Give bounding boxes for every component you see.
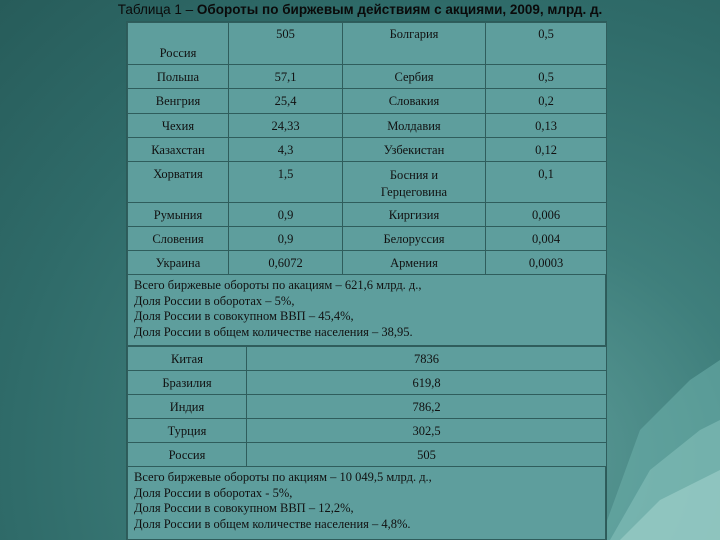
country-cell: Молдавия (343, 114, 486, 138)
summary-note-1 (127, 274, 606, 346)
title-text: Обороты по биржевым действиям с акциями, 2009, млрд. д. (196, 2, 603, 17)
table-row (128, 371, 607, 395)
comparison-table (127, 346, 607, 467)
table-row (128, 347, 607, 371)
table-row (128, 419, 607, 443)
country-cell: Польша (128, 65, 229, 89)
value-cell: 786,2 (247, 395, 607, 419)
country-cell: Словакия (343, 89, 486, 114)
value-cell: 57,1 (229, 65, 343, 89)
table-row (128, 251, 607, 275)
country-cell: Армения (343, 251, 486, 275)
country-cell: Сербия (343, 65, 486, 89)
country-cell: Индия (128, 395, 247, 419)
country-cell: Венгрия (128, 89, 229, 114)
value-cell: 0,006 (486, 203, 607, 227)
table-row (128, 227, 607, 251)
country-cell: Турция (128, 419, 247, 443)
page-title (0, 2, 720, 17)
table-row (128, 23, 607, 65)
table-row (128, 443, 607, 467)
value-cell: 4,3 (229, 138, 343, 162)
country-cell: Босния и Герцеговина (343, 162, 486, 203)
value-cell: 302,5 (247, 419, 607, 443)
note-line: Доля России в общем количестве населения – 4,8%. (134, 516, 411, 531)
table-row (128, 89, 607, 114)
stock-turnover-table (127, 22, 607, 275)
country-cell: Хорватия (128, 162, 229, 203)
table-row (128, 65, 607, 89)
country-cell: Киргизия (343, 203, 486, 227)
value-cell: 505 (247, 443, 607, 467)
country-cell: Китая (128, 347, 247, 371)
country-cell: Белоруссия (343, 227, 486, 251)
value-cell: 0,5 (486, 65, 607, 89)
table-row (128, 395, 607, 419)
note-line: Доля России в общем количестве населения – 38,95. (134, 324, 413, 339)
value-cell: 1,5 (229, 162, 343, 203)
table-row (128, 203, 607, 227)
value-cell: 505 (229, 23, 343, 65)
table-row (128, 114, 607, 138)
value-cell: 24,33 (229, 114, 343, 138)
note-line: Доля России в совокупном ВВП – 45,4%, (134, 309, 354, 323)
country-cell: Болгария (343, 23, 486, 65)
value-cell: 0,0003 (486, 251, 607, 275)
value-cell: 0,5 (486, 23, 607, 65)
note-line: Доля России в оборотах – 5%, (134, 293, 295, 308)
country-cell: Румыния (128, 203, 229, 227)
note-line: Всего биржевые обороты по акациям – 621,6 млрд. д., (134, 278, 422, 292)
country-cell: Чехия (128, 114, 229, 138)
value-cell: 0,9 (229, 203, 343, 227)
value-cell: 0,2 (486, 89, 607, 114)
value-cell: 7836 (247, 347, 607, 371)
note-line: Доля России в оборотах - 5%, (134, 485, 293, 500)
note-line: Всего биржевые обороты по акциям – 10 049,5 млрд. д., (134, 470, 432, 484)
value-cell: 0,004 (486, 227, 607, 251)
country-cell: Казахстан (128, 138, 229, 162)
summary-note-2 (127, 466, 606, 540)
country-cell: Украина (128, 251, 229, 275)
value-cell: 0,9 (229, 227, 343, 251)
value-cell: 0,1 (486, 162, 607, 203)
value-cell: 619,8 (247, 371, 607, 395)
country-cell: Узбекистан (343, 138, 486, 162)
country-cell: Бразилия (128, 371, 247, 395)
note-line: Доля России в совокупном ВВП – 12,2%, (134, 501, 354, 515)
table-row (128, 138, 607, 162)
value-cell: 0,13 (486, 114, 607, 138)
table-row (128, 162, 607, 203)
value-cell: 0,12 (486, 138, 607, 162)
country-cell: Россия (128, 443, 247, 467)
value-cell: 0,6072 (229, 251, 343, 275)
title-prefix: Таблица 1 – (117, 2, 197, 17)
country-cell: Россия (128, 23, 229, 65)
country-cell: Словения (128, 227, 229, 251)
value-cell: 25,4 (229, 89, 343, 114)
